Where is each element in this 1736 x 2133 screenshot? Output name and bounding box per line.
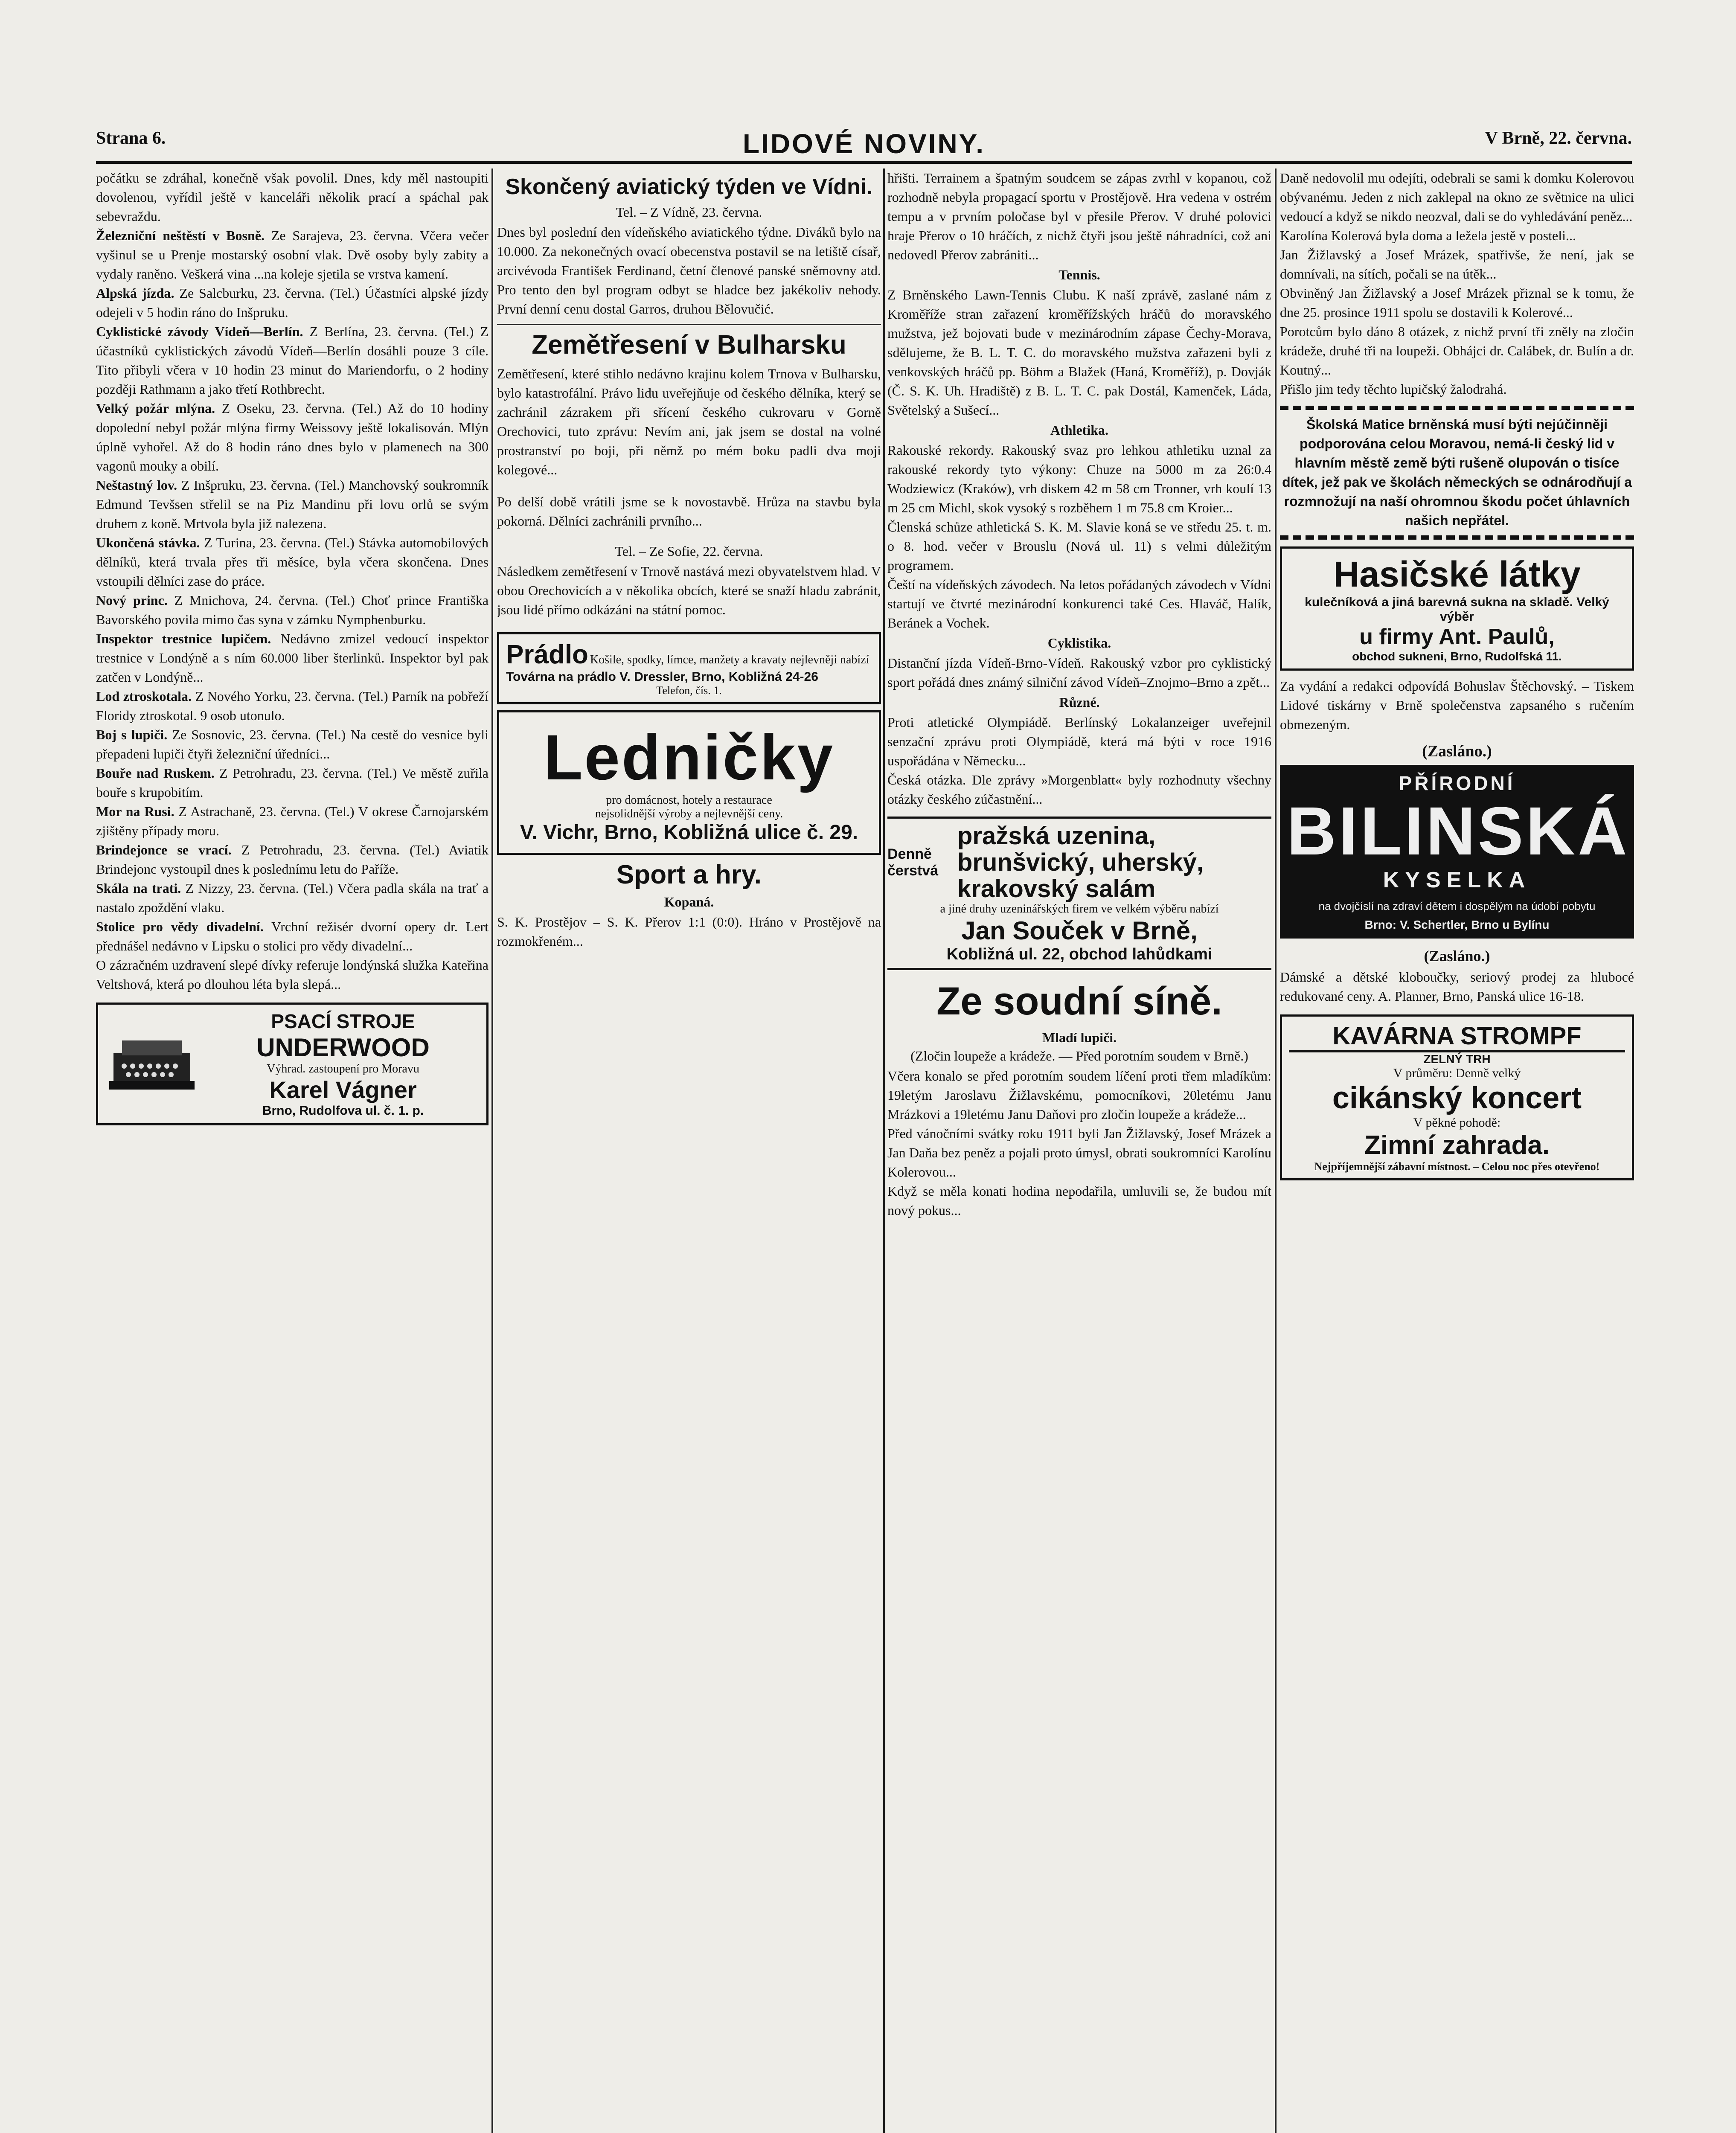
news-item <box>96 956 489 994</box>
dateline: Tel. – Ze Sofie, 22. června. <box>615 543 763 559</box>
ad-label: Denně čerstvá <box>887 846 939 879</box>
column-divider <box>1275 169 1277 2133</box>
ad-line: Výhrad. zastoupení pro Moravu <box>267 1062 419 1075</box>
news-item <box>96 879 489 917</box>
news-item <box>96 399 489 476</box>
article-text: Dnes byl poslední den vídeňského aviatického týdne. Diváků bylo na 10.000. Za nekonečných ovací obecenstva postavil se na letiště císař, arcivévoda František Ferdinand, četní členové panské sněmovny atd. Pro tento den byl program odbyt se hladce bez jakékoliv nehody. První denní cenu dostal Garros, druhou Bělovučić. <box>497 224 881 317</box>
headline-sport: Sport a hry. <box>616 860 762 889</box>
news-item-title: Skála na trati. <box>96 881 181 896</box>
article-text: Daně nedovolil mu odejíti, odebrali se sami k domku Kolerovou obývanému. Jeden z nich zaklepal na okno ze světnice na ulici vedoucí a když se nikdo neozval, dali se do vyhledávání peněz... <box>1280 170 1634 224</box>
news-item-title: Mor na Rusi. <box>96 804 174 819</box>
underwood-ad <box>96 1003 489 1125</box>
section-heading: Tennis. <box>1058 267 1100 282</box>
typewriter-icon <box>105 1032 199 1096</box>
news-item <box>96 687 489 725</box>
article-text: Následkem zemětřesení v Trnově nastává mezi obyvatelstvem hlad. V obou Orechovicích a v několika obcích, které se snaží hladu zabránit, jsou lidé přímo odkázáni na státní pomoc. <box>497 564 881 617</box>
article-text: Z Brněnského Lawn-Tennis Clubu. K naší zprávě, zaslané nám z Kroměříže stran zařazení kroměřížských hráčů do moravského mužstva, jež bojovati bude v mezinárodním zápase Čechy-Morava, sdělujeme, že B. L. T. C. do moravského mužstva zařazeni byli z venkovských hráčů pp. Böhm a Blažek (Haná, Kroměříž), p. Dovják (Č. S. K. Uh. Hradiště) z B. L. T. C. pak Dostál, Kamenček, Láda, Světelský a Sušecí... <box>887 287 1271 418</box>
section-heading: Athletika. <box>1050 422 1108 438</box>
ad-brand: UNDERWOOD <box>256 1033 430 1062</box>
ad-text: nejsolidnější výroby a nejlevnější ceny. <box>595 807 783 820</box>
news-item-text: Z Nizzy, 23. června. (Tel.) Včera padla skála na trať a nastalo zpoždění vlaku. <box>96 881 489 915</box>
ad-title: pražská uzenina, brunšvický, uherský, krakovský salám <box>957 822 1204 903</box>
article-text: hřišti. Terrainem a špatným soudcem se zápas zvrhl v kopanou, což rozhodně nebyla propagací sportu v Prostějově. Hra vedena v ostrém tempu a v prvním poločase byl v přesile Přerov. V druhé polovici hraje Přerov o 10 hráčích, z nichž čtyři jsou ještě náhradníci, což ani nedovedl Přerov zabrániti... <box>887 170 1271 262</box>
news-item-title: Alpská jízda. <box>96 285 174 301</box>
header-rule <box>96 161 1632 164</box>
ad-name: Jan Souček v Brně, <box>961 916 1198 945</box>
ad-text: kulečníková a jiná barevná sukna na skladě. Velký výběr <box>1305 595 1609 624</box>
news-item-text: Z Nového Yorku, 23. června. (Tel.) Parník na pobřeží Floridy ztroskotal. 9 osob utonulo. <box>96 689 489 723</box>
page-header <box>96 128 1632 160</box>
article-text: Přišlo jim tedy těchto lupičský žalodrahá. <box>1280 381 1507 397</box>
article-text: Česká otázka. Dle zprávy »Morgenblatt« byly rozhodnuty všechny otázky českého zúčastnění... <box>887 772 1271 807</box>
news-item-title: Inspektor trestnice lupičem. <box>96 631 271 646</box>
news-item-title: Cyklistické závody Vídeň—Berlín. <box>96 324 303 339</box>
ad-text: V pěkné pohodě: <box>1413 1116 1501 1130</box>
headline-earthquake: Zemětřesení v Bulharsku <box>532 330 846 360</box>
subheading: Mladí lupiči. <box>1042 1030 1117 1045</box>
article-text: Včera konalo se před porotním soudem líčení proti třem mladíkům: 19letým Jaroslavu Žižlavskému, pomocníkovi, 20letému Janu Mrázkovi a 19letému Janu Daňovi pro zločin loupeže a krádeže... <box>887 1068 1271 1122</box>
school-notice <box>1280 406 1634 540</box>
news-item-title: Stolice pro vědy divadelní. <box>96 919 264 934</box>
bilinska-ad <box>1280 765 1634 939</box>
ad-name: u firmy Ant. Paulů, <box>1359 625 1555 649</box>
news-item <box>96 629 489 687</box>
news-item-text: Z Inšpruku, 23. června. (Tel.) Manchovský soukromník Edmund Tevšsen střelil se na Piz Mandinu při lovu orlů se svým druhem z koně. Mrtvola byla již nalezena. <box>96 477 489 531</box>
news-item <box>96 764 489 802</box>
article-text: Karolína Kolerová byla doma a ležela jestě v posteli... <box>1280 228 1576 243</box>
article-text: S. K. Prostějov – S. K. Přerov 1:1 (0:0). Hráno v Prostějově na rozmokřeném... <box>497 914 881 949</box>
ad-text: Nejpříjemnější zábavní místnost. – Celou noc přes otevřeno! <box>1314 1160 1600 1173</box>
ad-title: BILINSKÁ <box>1287 793 1630 869</box>
column-1 <box>96 169 489 2133</box>
news-item-text: Z Oseku, 23. června. (Tel.) Až do 10 hodiny dopolední nebyl požár mlýna firmy Weissovy ještě lokalisován. Mlýn úplně vyhořel. Až do 8 hodin ráno dnes bylo v plamenech na 300 vagonů mouky a obilí. <box>96 401 489 474</box>
article-text: Členská schůze athletická S. K. M. Slavie koná se ve středu 25. t. m. o 8. hod. večer v Brouslu (Nová ul. 11) s velmi důležitým programem. <box>887 519 1271 573</box>
news-item-title: Boj s lupiči. <box>96 727 168 742</box>
ad-address: Brno: V. Schertler, Brno u Bylínu <box>1364 918 1550 931</box>
article-text: Dámské a dětské kloboučky, seriový prodej za hlubocé redukované ceny. A. Planner, Brno, Panská ulice 16-18. <box>1280 969 1634 1004</box>
column-2 <box>497 169 881 2133</box>
article-text: Zemětřesení, které stihlo nedávno krajinu kolem Trnova v Bulharsku, bylo katastrofální. Právo lidu uveřejňuje od českého dělníka, který se zachránil zázrakem při sřícení českého cukrovaru v Gorně Orechovici, tuto zprávu: Nevím ani, jak jsem se dostal na volné prostranství po boji, při němž po mém boku padli dva moji kolegové... <box>497 366 881 477</box>
news-item-text: Vrchní režisér dvorní opery dr. Lert přednášel nedávno v Lipsku o stolici pro vědy divadelní... <box>96 919 489 953</box>
column-divider <box>491 169 493 2133</box>
ad-title: KAVÁRNA STROMPF <box>1289 1022 1625 1052</box>
ad-phone: Telefon, čís. 1. <box>656 684 722 697</box>
article-text: Před vánočními svátky roku 1911 byli Jan Žižlavský, Josef Mrázek a Jan Daňa bez peněz a pojali proto úmysl, obrati soukromníci Karolínu Kolerovou... <box>887 1126 1271 1180</box>
hasicske-ad <box>1280 546 1634 671</box>
ad-line: PSACÍ STROJE <box>271 1010 415 1032</box>
pradlo-ad <box>497 632 881 704</box>
ad-headline: cikánský koncert <box>1332 1081 1582 1115</box>
headline-aviation: Skončený aviatický týden ve Vídni. <box>505 174 873 199</box>
intro-text: počátku se zdráhal, konečně však povolil. Dnes, kdy měl nastoupiti dovolenou, vyřídil ještě v kanceláři několik prací a spáchal pak sebevraždu. <box>96 170 489 224</box>
column-divider <box>883 169 885 2133</box>
ad-address: Kobližná ul. 22, obchod lahůdkami <box>946 945 1213 963</box>
news-item-text: Z Turina, 23. června. (Tel.) Stávka automobilových dělníků, která trvala přes tři měsíce, byla včera skončena. Dnes vstoupili dělníci zase do práce. <box>96 535 489 589</box>
article-text: Jan Žižlavský a Josef Mrázek, spatřivše, že není, jak se domnívali, na sítích, počali se na útěk... <box>1280 247 1634 282</box>
news-item-text: Z Astrachaně, 23. června. (Tel.) V okrese Čarnojarském zjištěny případy moru. <box>96 804 489 838</box>
news-item-title: Ukončená stávka. <box>96 535 200 550</box>
news-item <box>96 917 489 956</box>
ad-address: Továrna na prádlo V. Dressler, Brno, Kobližná 24-26 <box>506 670 818 684</box>
page-date: V Brně, 22. června. <box>1485 128 1632 148</box>
subheading: (Zločin loupeže a krádeže. — Před porotním soudem v Brně.) <box>910 1048 1248 1064</box>
news-item-text: O zázračném uzdravení slepé dívky referuje londýnská služka Kateřina Veltshová, která po dlouhou léta byla slepá... <box>96 957 489 992</box>
article-text: Proti atletické Olympiádě. Berlínský Lokalanzeiger uveřejnil senzační zprávu proti Olympiádě, která má býti v roce 1916 uspořádána v Německu... <box>887 715 1271 768</box>
ad-title: Prádlo <box>506 640 588 669</box>
news-item-text: Nedávno zmizel vedoucí inspektor trestnice v Londýně a s ním 60.000 liber šterlinků. Inspektor byl pak zatčen v Londýně... <box>96 631 489 685</box>
ad-subtitle: KYSELKA <box>1383 868 1531 892</box>
news-item-title: Bouře nad Ruskem. <box>96 765 215 781</box>
ad-text: Košile, spodky, límce, manžety a kravaty nejlevněji nabízí <box>590 653 869 666</box>
headline-court: Ze soudní síně. <box>936 979 1222 1023</box>
ad-text: V průměru: Denně velký <box>1393 1066 1521 1080</box>
notice-text: Školská Matice brněnská musí býti nejúčinněji podporována celou Moravou, nemá-li český lid v hlavním městě země býti rušeně olupován o tisíce dítek, jež pak ve školách německých se odnárodňují a rozmnožují na naší ohromnou škodu počet úhlavních našich nepřátel. <box>1282 417 1632 528</box>
news-item-text: Ze Salcburku, 23. června. (Tel.) Účastníci alpské jízdy odejeli v 5 hodin ráno do Inšpruku. <box>96 285 489 320</box>
ad-name: Karel Vágner <box>269 1076 417 1103</box>
news-item <box>96 725 489 764</box>
imprint: Za vydání a redakci odpovídá Bohuslav Štěchovský. – Tiskem Lidové tiskárny v Brně společenstva zapsaného s ručením obmezeným. <box>1280 678 1634 732</box>
news-items <box>96 226 489 994</box>
ad-text: a jiné druhy uzeninářských firem ve velkém výběru nabízí <box>940 902 1219 915</box>
news-item <box>96 533 489 591</box>
news-item-title: Brindejonce se vrací. <box>96 842 232 857</box>
subheading: Kopaná. <box>664 894 714 910</box>
news-item <box>96 284 489 322</box>
news-item-title: Nový princ. <box>96 593 168 608</box>
news-item-title: Železniční neštěstí v Bosně. <box>96 228 265 243</box>
news-item-text: Ze Sarajeva, 23. června. Včera večer vyšinul se u Prenje mostarský osobní vlak. Dvě osoby byly zabity a vydaly raněno. Veškerá vina ...na koleje sjetila se vrstva kamení. <box>96 228 489 282</box>
zaslano-label: (Zasláno.) <box>1424 947 1490 965</box>
section-heading: Různé. <box>1059 695 1100 710</box>
ad-headline: Zimní zahrada. <box>1364 1130 1550 1160</box>
masthead: LIDOVÉ NOVINY. <box>742 128 986 159</box>
column-3 <box>887 169 1271 2133</box>
news-item-text: Z Berlína, 23. června. (Tel.) Z účastníků cyklistických závodů Vídeň—Berlín dosáhli pouze 3 cíle. Tito přibyli včera v 10 hodin 23 minut do Mariendorfu, o 2 hodiny později Rathmann a jako třetí Rothbrecht. <box>96 324 489 397</box>
ad-title: Hasičské látky <box>1333 554 1581 594</box>
lednicky-ad <box>497 710 881 855</box>
ad-title: Ledničky <box>543 721 835 793</box>
article-text: Když se měla konati hodina nepodařila, umluvili se, že budou mít nový pokus... <box>887 1183 1271 1218</box>
article-text: Obviněný Jan Žižlavský a Josef Mrázek přiznal se k tomu, že dne 25. prosince 1911 spolu se dostavili k Kolerové... <box>1280 285 1634 320</box>
article-text: Porotcům bylo dáno 8 otázek, z nichž první tři zněly na zločin krádeže, druhé tři na loupeži. Obhájci dr. Calábek, dr. Bulín a dr. Koutný... <box>1280 324 1634 378</box>
article-text: Distanční jízda Vídeň-Brno-Vídeň. Rakouský vzbor pro cyklistický sport pořádá dnes známý silniční závod Vídeň–Znojmo–Brno a zpět... <box>887 655 1271 690</box>
news-item <box>96 226 489 284</box>
soucek-ad <box>887 817 1271 970</box>
news-item-text: Z Mnichova, 24. června. (Tel.) Choť prince Františka Bavorského povila mimo čas syna v zámku Nymphenburku. <box>96 593 489 627</box>
ad-text: pro domácnost, hotely a restaurace <box>606 793 772 807</box>
news-item <box>96 591 489 629</box>
article-text: Rakouské rekordy. Rakouský svaz pro lehkou athletiku uznal za rakouské rekordy tyto výkony: Chuze na 5000 m za 26:0.4 Wodziewicz (Kraków), vrh diskem 42 m 58 cm Tronner, vrh koulí 13 m 25 cm Michl, skok vysoký s rozběhem 1 m 75.8 cm Kroier... <box>887 442 1271 515</box>
ad-text: na dvojčíslí na zdraví dětem i dospělým na údobí pobytu <box>1318 900 1596 912</box>
news-item-text: Z Petrohradu, 23. června. (Tel.) Aviatik Brindejonc vystoupil dnes k poslednímu letu do Paříže. <box>96 842 489 877</box>
news-item <box>96 802 489 840</box>
ad-address: V. Vichr, Brno, Kobližná ulice č. 29. <box>520 821 858 844</box>
news-item-text: Z Petrohradu, 23. června. (Tel.) Ve městě zuřila bouře s krupobitím. <box>96 765 489 800</box>
news-item-text: Ze Sosnovic, 23. června. (Tel.) Na cestě do vesnice byli přepadeni lupiči čtyři železniční úředníci... <box>96 727 489 761</box>
ad-address: obchod sukneni, Brno, Rudolfská 11. <box>1352 650 1562 663</box>
ad-subtitle: ZELNÝ TRH <box>1423 1052 1491 1066</box>
article-text: Čeští na vídeňských závodech. Na letos pořádaných závodech v Vídni startují ve čtvrté mezinárodní konkurenci také Ces. Hlaváč, Halík, Beránek a Vochek. <box>887 577 1271 631</box>
article-text: Po delší době vrátili jsme se k novostavbě. Hrůza na stavbu byla pokorná. Dělníci zachránili prvního... <box>497 494 881 529</box>
news-item <box>96 840 489 879</box>
divider <box>497 324 881 325</box>
section-heading: Cyklistika. <box>1047 635 1111 651</box>
news-item-title: Velký požár mlýna. <box>96 401 215 416</box>
ad-text: PŘÍRODNÍ <box>1399 772 1515 794</box>
news-item-title: Lod ztroskotala. <box>96 689 192 704</box>
dateline: Tel. – Z Vídně, 23. června. <box>616 204 762 220</box>
page-number: Strana 6. <box>96 128 166 148</box>
news-item <box>96 322 489 399</box>
kavarna-ad <box>1280 1014 1634 1180</box>
zaslano-label: (Zasláno.) <box>1422 742 1492 760</box>
column-4 <box>1280 169 1634 2133</box>
ad-address: Brno, Rudolfova ul. č. 1. p. <box>262 1104 424 1118</box>
news-item-title: Neštastný lov. <box>96 477 177 493</box>
news-item <box>96 476 489 533</box>
